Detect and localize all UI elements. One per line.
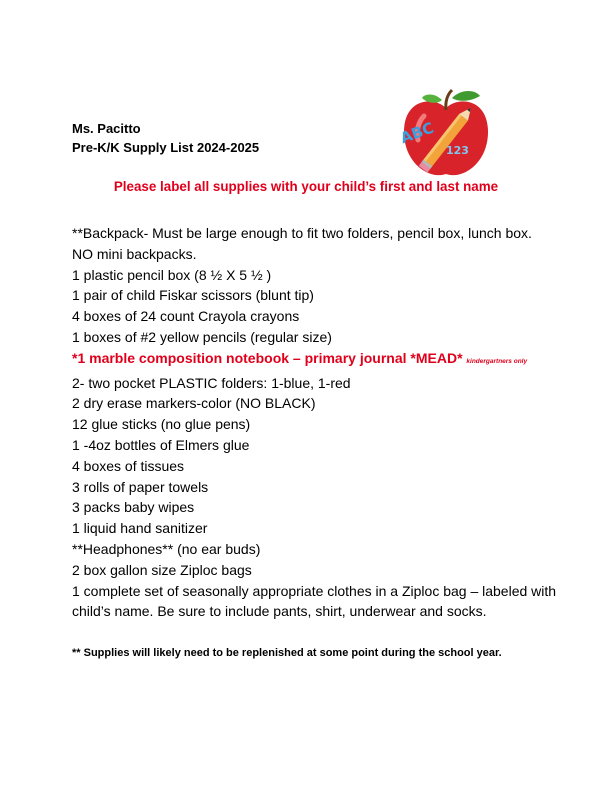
teacher-name: Ms. Pacitto (72, 121, 141, 136)
replenish-footnote: ** Supplies will likely need to be replenished at some point during the school year. (72, 647, 502, 659)
document-header (72, 119, 259, 157)
list-item: 4 boxes of 24 count Crayola crayons (72, 308, 300, 325)
list-item: 1 boxes of #2 yellow pencils (regular size) (72, 328, 332, 345)
list-item: 2 box gallon size Ziploc bags (72, 561, 252, 578)
label-supplies-notice: Please label all supplies with your child’s first and last name (113, 179, 499, 194)
list-item: NO mini backpacks. (72, 245, 197, 262)
list-item: **Backpack- Must be large enough to fit two folders, pencil box, lunch box. (72, 225, 532, 241)
list-item: 1 -4oz bottles of Elmers glue (72, 436, 250, 453)
list-item: 1 plastic pencil box (8 ½ X 5 ½ ) (72, 266, 272, 283)
list-item: 1 complete set of seasonally appropriate clothes in a Ziploc bag – labeled with (72, 582, 557, 599)
list-item: 4 boxes of tissues (72, 457, 185, 474)
list-item: 2 dry erase markers-color (NO BLACK) (72, 395, 316, 412)
list-item: 1 liquid hand sanitizer (72, 520, 208, 537)
list-item: 1 pair of child Fiskar scissors (blunt tip) (72, 287, 314, 304)
notebook-text: *1 marble composition notebook – primary journal *MEAD* (72, 349, 467, 366)
kindergarten-only-note: kindergartners only (466, 357, 528, 365)
supply-list (72, 223, 572, 622)
apple-abc-123-pencil-icon (396, 86, 496, 182)
abc-letters: ABC (397, 118, 437, 148)
list-item: 3 packs baby wipes (72, 499, 195, 516)
supply-list-title: Pre-K/K Supply List 2024-2025 (72, 140, 260, 155)
list-item-notebook (72, 348, 572, 373)
list-item: 12 glue sticks (no glue pens) (72, 416, 251, 433)
list-item: child’s name. Be sure to include pants, shirt, underwear and socks. (72, 603, 487, 620)
123-numbers: 123 (446, 144, 469, 157)
list-item: **Headphones** (no ear buds) (72, 540, 261, 557)
list-item: 2- two pocket PLASTIC folders: 1-blue, 1-red (72, 374, 351, 391)
list-item: 3 rolls of paper towels (72, 478, 209, 495)
